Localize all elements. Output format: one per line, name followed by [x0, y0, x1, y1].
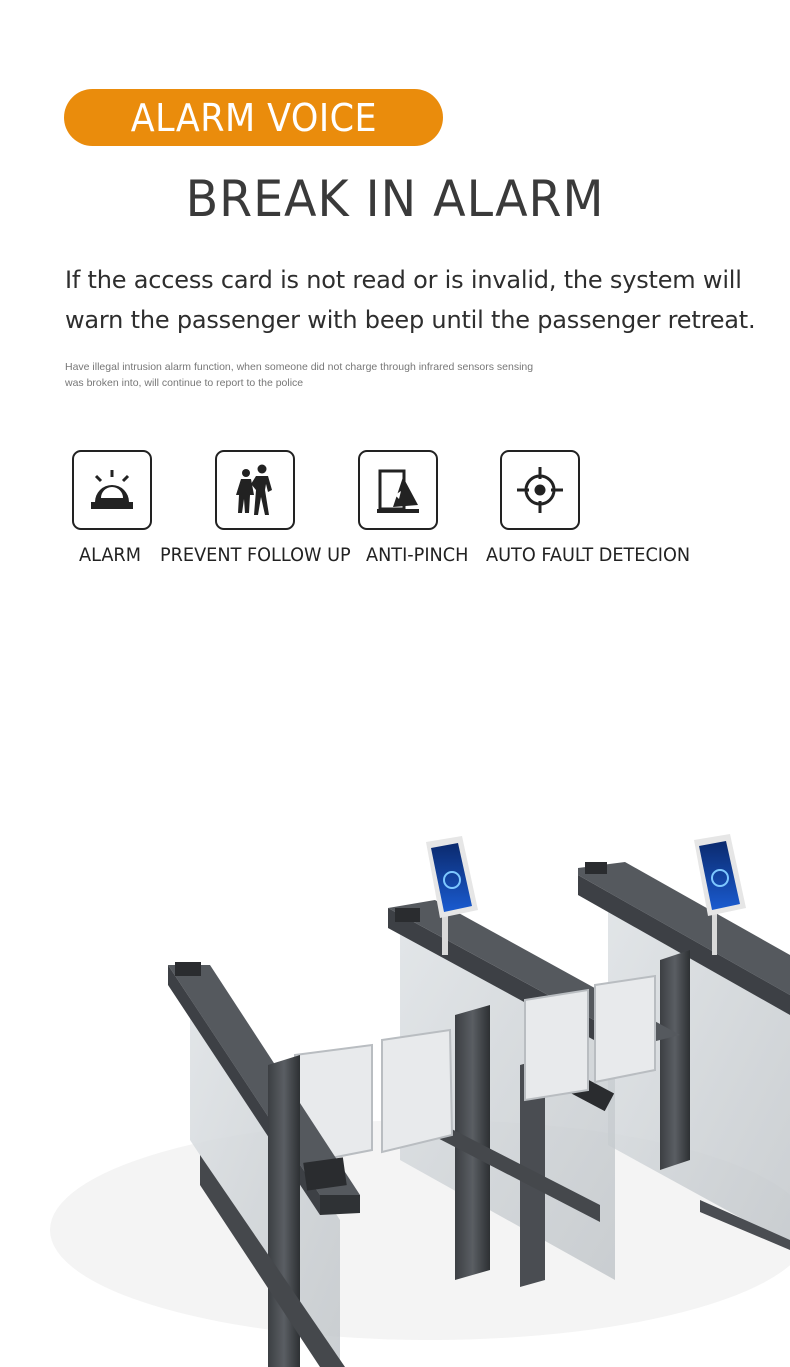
description-text: If the access card is not read or is invalid, the system will warn the passenger with beep until the passenger retreat. — [65, 266, 756, 334]
alarm-voice-badge — [64, 89, 443, 146]
note-text — [65, 359, 585, 391]
feature-label-alarm: ALARM — [79, 544, 141, 566]
people-follow-icon — [215, 450, 295, 530]
alarm-bell-icon — [72, 450, 152, 530]
door-pinch-icon — [358, 450, 438, 530]
badge-label: ALARM VOICE — [130, 95, 377, 140]
page-title: BREAK IN ALARM — [185, 170, 605, 228]
feature-label-anti-pinch: ANTI-PINCH — [366, 544, 469, 566]
crosshair-icon — [500, 450, 580, 530]
feature-label-auto-fault-detection: AUTO FAULT DETECION — [486, 544, 691, 566]
note-line-2: was broken into, will continue to report to the police — [65, 377, 304, 389]
turnstile-gates-image — [0, 800, 790, 1367]
note-line-1: Have illegal intrusion alarm function, when someone did not charge through infrared sensors sensing — [65, 361, 534, 373]
feature-label-prevent-follow-up: PREVENT FOLLOW UP — [160, 544, 351, 566]
